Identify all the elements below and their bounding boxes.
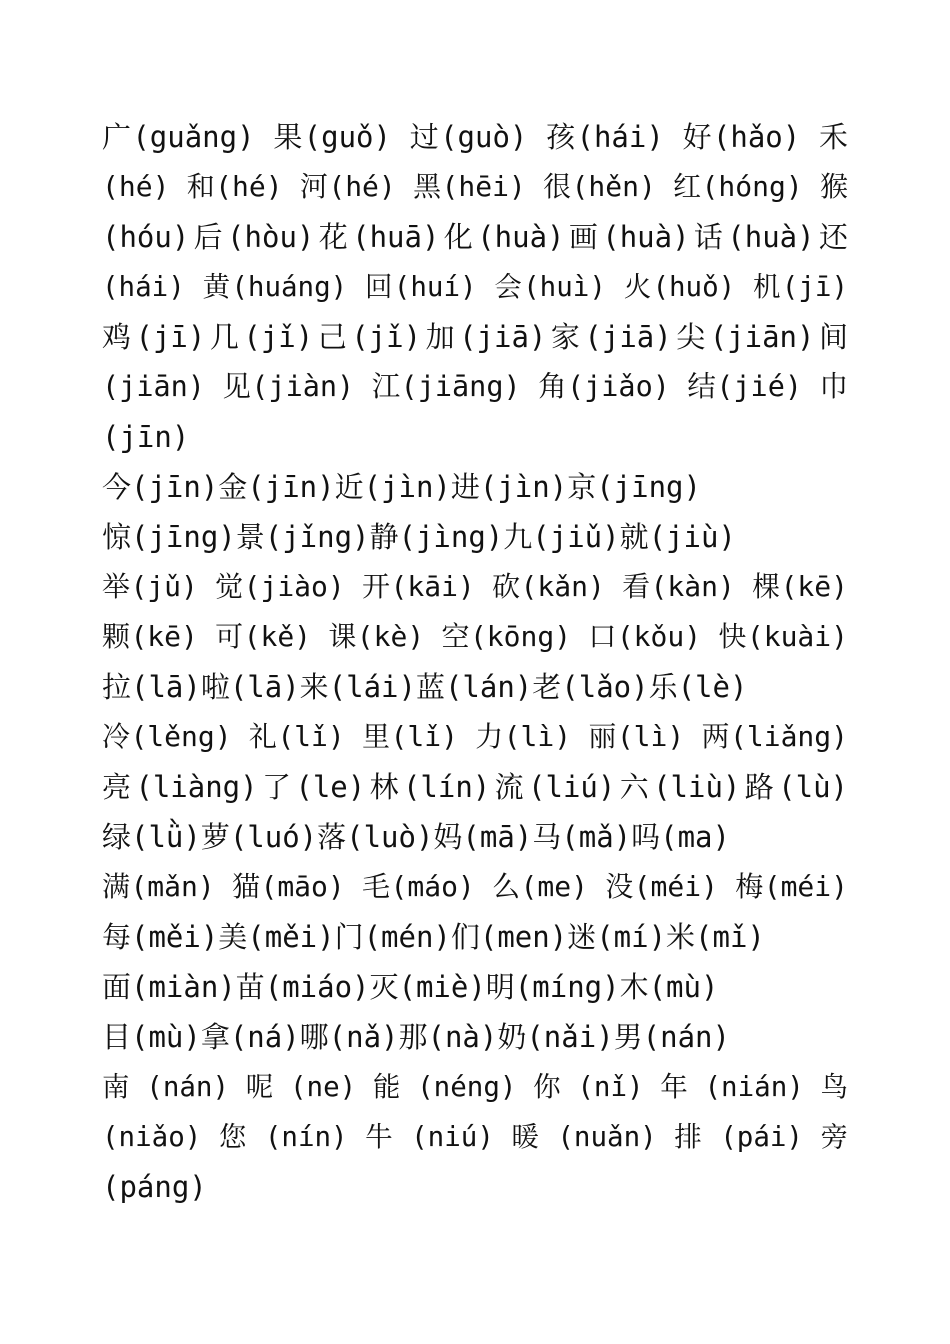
- text-line: 惊(jīng)景(jǐng)静(jìng)九(jiǔ)就(jiù): [102, 520, 736, 554]
- text-line: 颗(kē) 可(kě) 课(kè) 空(kōng) 口(kǒu) 快(kuài): [102, 620, 848, 653]
- text-line: (hóu)后(hòu)花(huā)化(huà)画(huà)话(huà)还: [102, 220, 848, 254]
- text-line: 冷(lěng) 礼(lǐ) 里(lǐ) 力(lì) 丽(lì) 两(liǎng): [102, 720, 848, 753]
- text-line: 满(mǎn) 猫(māo) 毛(máo) 么(me) 没(méi) 梅(méi): [102, 870, 848, 903]
- text-line: 目(mù)拿(ná)哪(nǎ)那(nà)奶(nǎi)男(nán): [102, 1020, 730, 1054]
- text-line: (niǎo) 您 (nín) 牛 (niú) 暖 (nuǎn) 排 (pái) 旁: [102, 1121, 848, 1153]
- text-line: 拉(lā)啦(lā)来(lái)蓝(lán)老(lǎo)乐(lè): [102, 670, 748, 704]
- text-line: 广(guǎng) 果(guǒ) 过(guò) 孩(hái) 好(hǎo) 禾: [102, 120, 848, 154]
- text-line: 鸡(jī)几(jǐ)己(jǐ)加(jiā)家(jiā)尖(jiān)间: [102, 320, 848, 354]
- text-line: (páng): [102, 1170, 207, 1204]
- text-line: 举(jǔ) 觉(jiào) 开(kāi) 砍(kǎn) 看(kàn) 棵(kē): [102, 570, 848, 603]
- text-line: (jīn): [102, 420, 190, 454]
- text-line: 每(měi)美(měi)门(mén)们(men)迷(mí)米(mǐ): [102, 920, 765, 954]
- text-line: (jiān) 见(jiàn) 江(jiāng) 角(jiǎo) 结(jié) 巾: [102, 370, 848, 403]
- text-line: 南 (nán) 呢 (ne) 能 (néng) 你 (nǐ) 年 (nián) 鸟: [102, 1071, 848, 1103]
- text-line: (hé) 和(hé) 河(hé) 黑(hēi) 很(hěn) 红(hóng) 猴: [102, 170, 848, 203]
- text-line: 今(jīn)金(jīn)近(jìn)进(jìn)京(jīng): [102, 470, 701, 504]
- text-line: (hái) 黄(huáng) 回(huí) 会(huì) 火(huǒ) 机(jī): [102, 271, 848, 303]
- text-line: 面(miàn)苗(miáo)灭(miè)明(míng)木(mù): [102, 970, 719, 1004]
- text-line: 亮(liàng)了(le)林(lín)流(liú)六(liù)路(lù): [102, 770, 848, 804]
- pinyin-character-list: [102, 112, 848, 1212]
- text-line: 绿(lǜ)萝(luó)落(luò)妈(mā)马(mǎ)吗(ma): [102, 820, 730, 854]
